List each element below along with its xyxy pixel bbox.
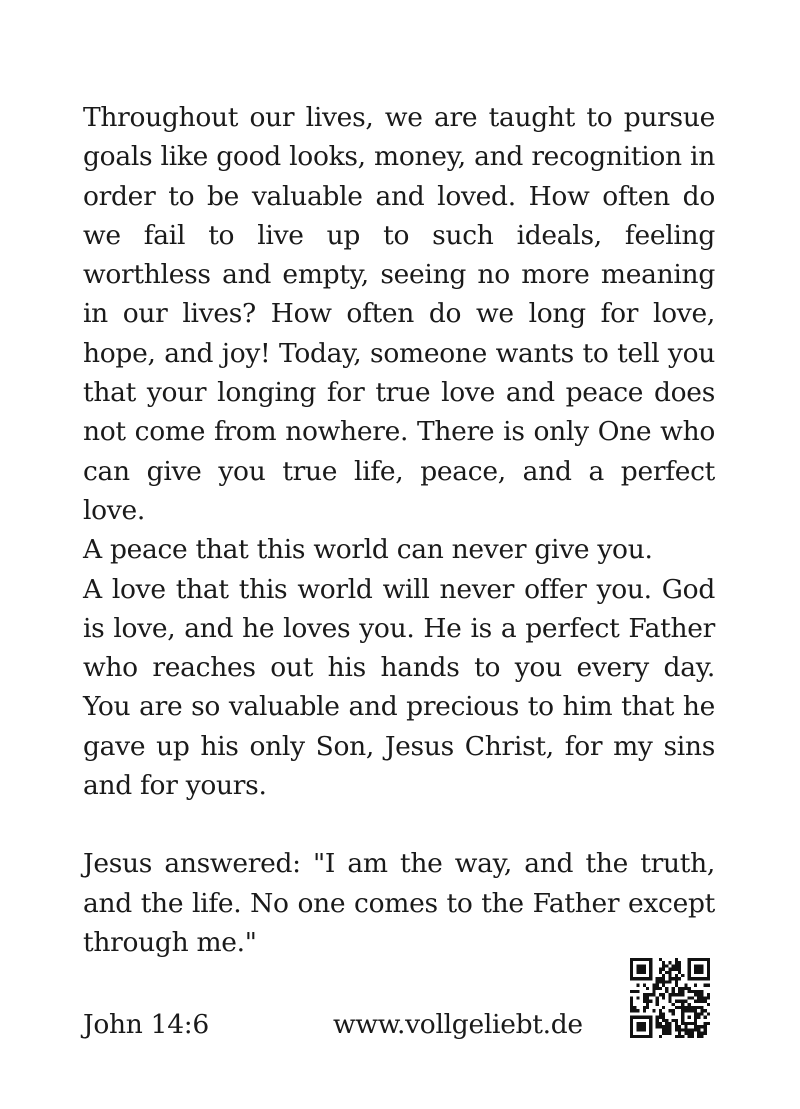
intro-paragraph: Throughout our lives, we are taught to pursue goals like good looks, money, and recognition in order to be valuable and loved. How often do we fail to live up to such ideals, feeling worthless and empty, seeing no more meaning in our lives? How often do we long for love, hope, and joy! Today, someone wants to tell you that your longing for true love and peace does not come from nowhere. There is only One who can give you true life, peace, and a perfect love.	[83, 102, 715, 526]
love-paragraph: A love that this world will never offer you. God is love, and he loves you. He is a perfect Father who reaches out his hands to you every day. You are so valuable and precious to him that he gave up his only Son, Jesus Christ, for my sins and for yours.	[83, 573, 715, 802]
scripture-reference: John 14:6	[83, 1009, 209, 1040]
main-text	[83, 98, 715, 962]
qr-code-icon	[630, 958, 710, 1038]
website-link[interactable]: www.vollgeliebt.de	[333, 1009, 583, 1040]
scripture-quote: Jesus answered: "I am the way, and the truth, and the life. No one comes to the Father except through me."	[83, 848, 715, 958]
peace-line: A peace that this world can never give you.	[83, 534, 653, 566]
paragraph-spacer	[83, 805, 715, 844]
